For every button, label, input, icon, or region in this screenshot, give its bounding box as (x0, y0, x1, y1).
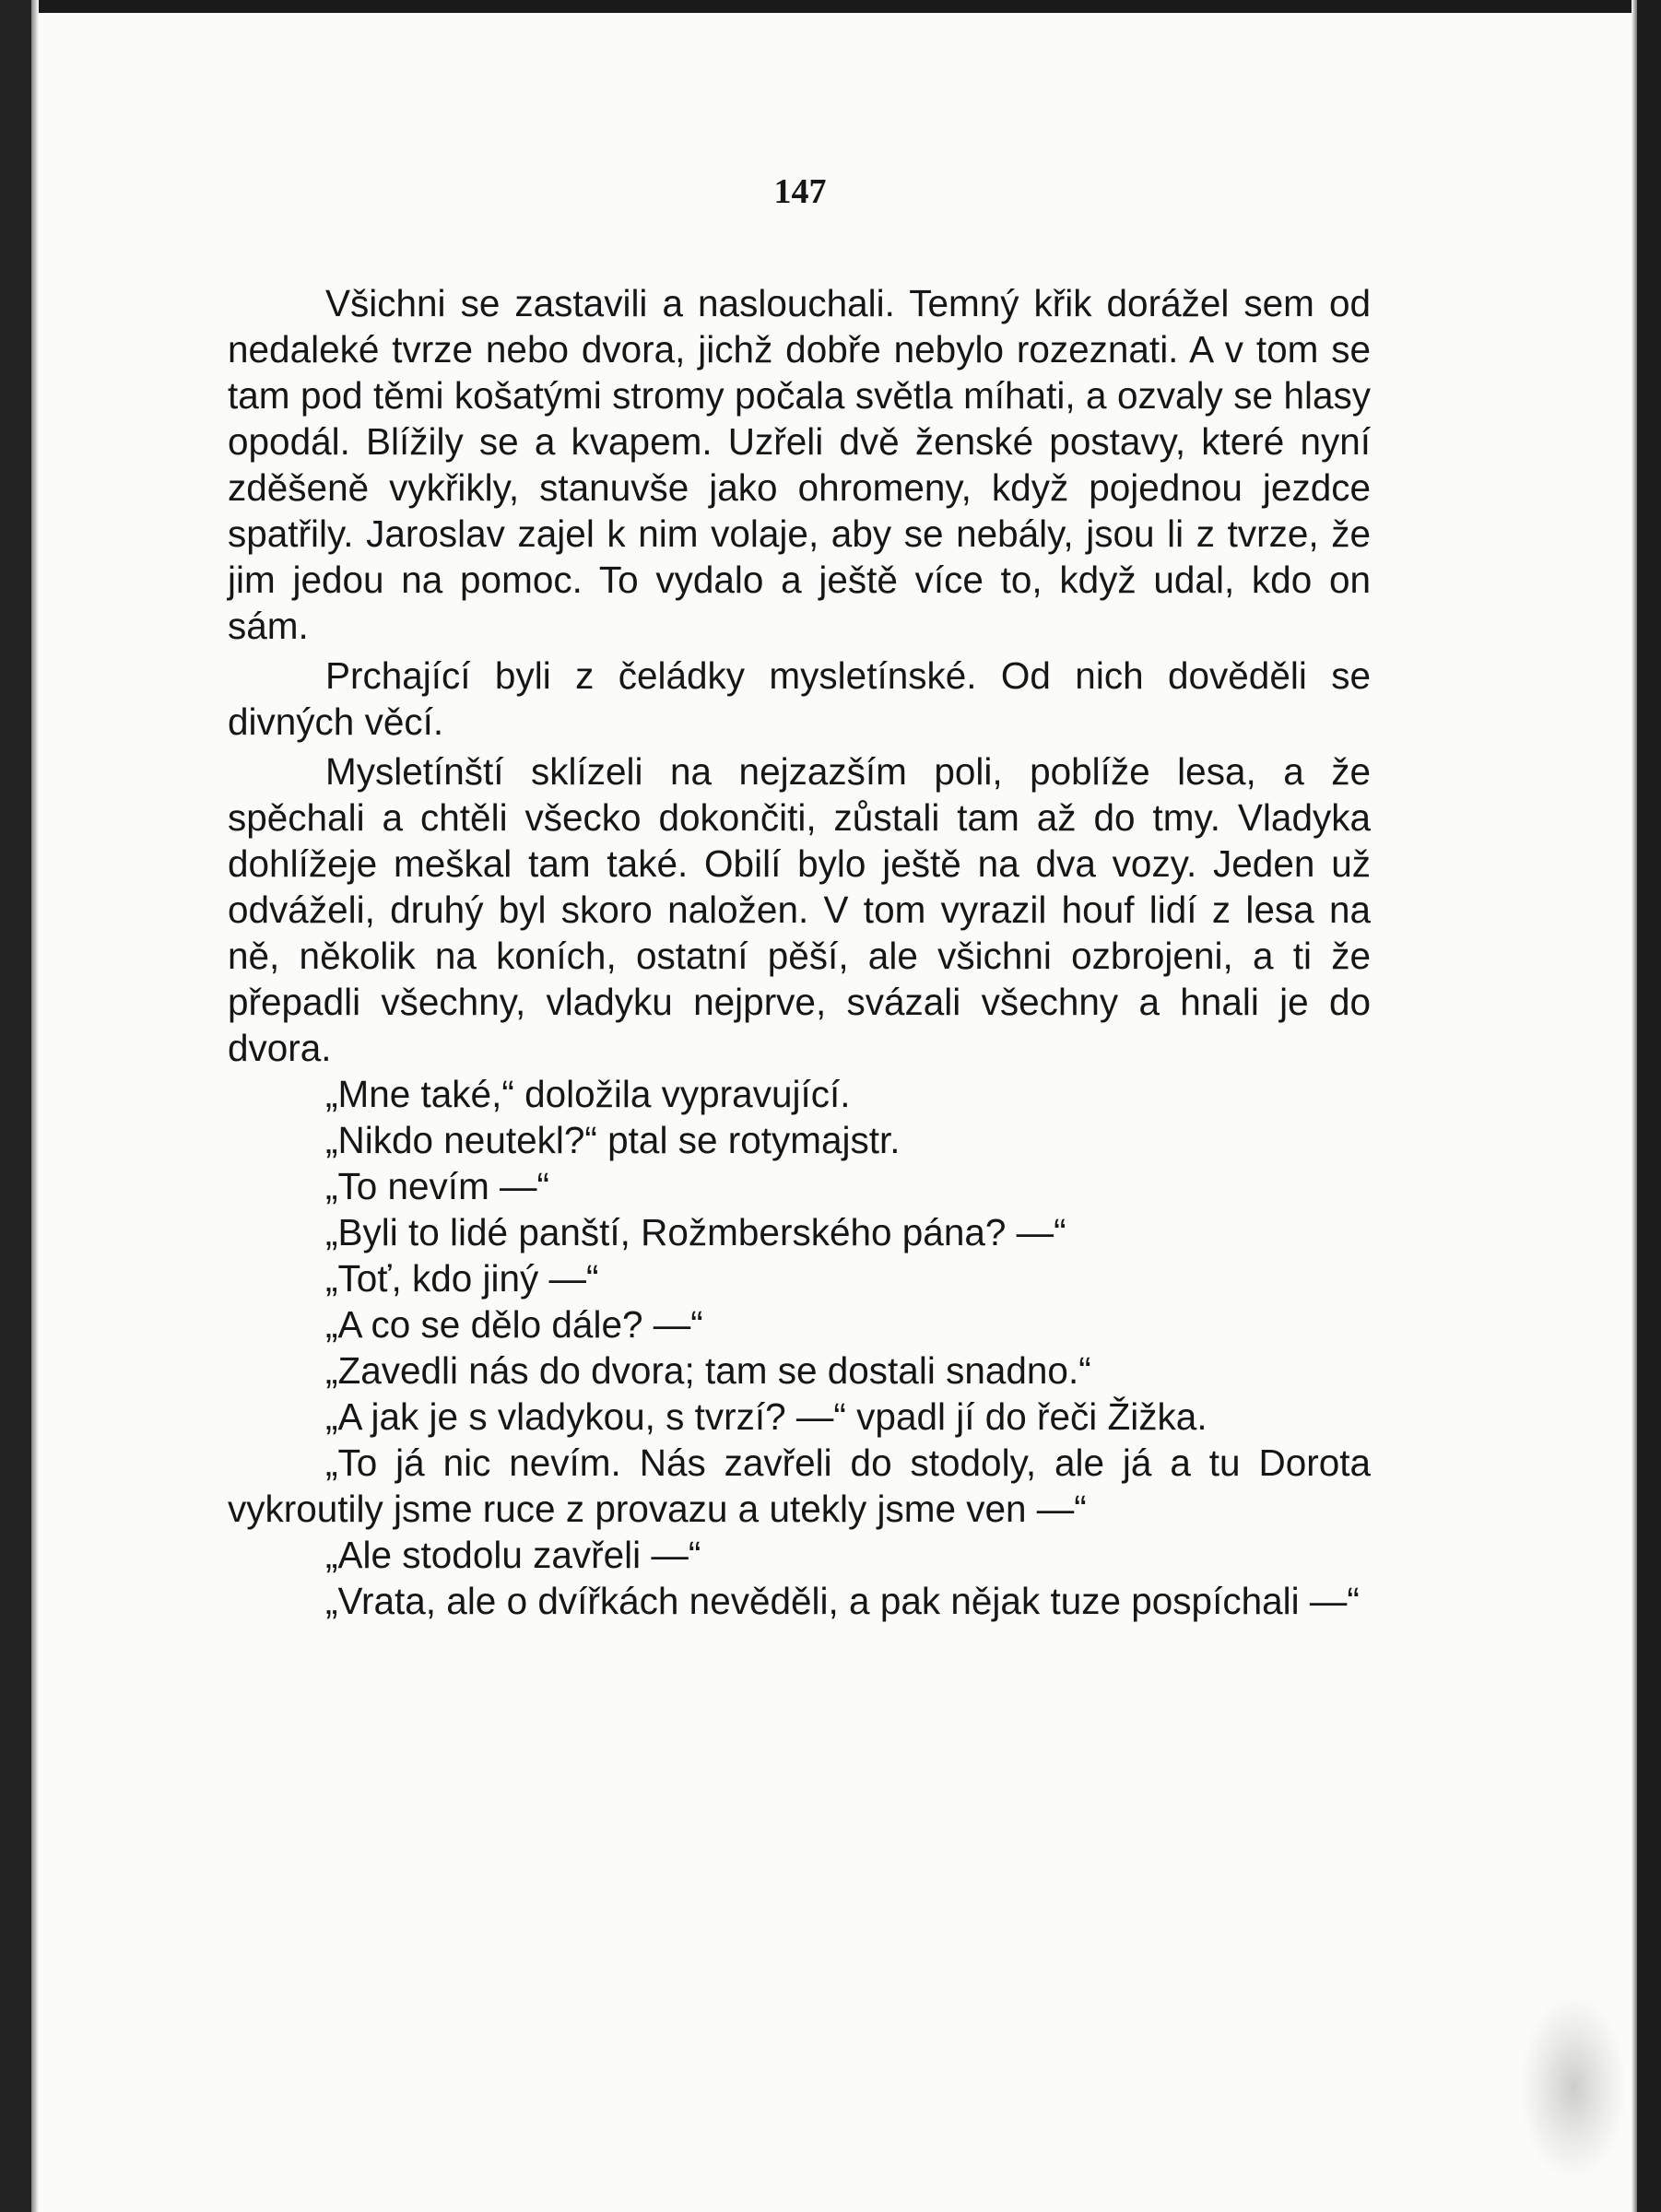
paragraph: „A co se dělo dále? —“ (325, 1303, 703, 1346)
scan-left-edge (0, 0, 31, 2212)
paragraph: „To já nic nevím. Nás zavřeli do stodoly, ale já a tu Dorota vykroutily jsme ruce z provazu a utekly jsme ven —“ (228, 1441, 1371, 1530)
paragraph: „Byli to lidé panští, Rožmberského pána? —“ (325, 1211, 1066, 1253)
paragraph: „Nikdo neutekl?“ ptal se rotymajstr. (325, 1119, 901, 1161)
paragraph: „A jak je s vladykou, s tvrzí? —“ vpadl jí do řeči Žižka. (325, 1395, 1207, 1438)
paragraph: „Mne také,“ doložila vypravující. (325, 1073, 851, 1115)
scan-smudge (1523, 2000, 1624, 2175)
page-text (228, 280, 1371, 1624)
scan-top-edge (0, 0, 1661, 13)
paragraph: Všichni se zastavili a naslouchali. Temný křik dorážel sem od nedaleké tvrze nebo dvora, jichž dobře nebylo rozeznati. A v tom se tam pod těmi košatými stromy počala světla míhati, a ozvaly se hlasy opodál. Blížily se a kvapem. Uzřeli dvě ženské postavy, které nyní zděšeně vykřikly, stanuvše jako ohromeny, když pojednou jezdce spatřily. Jaroslav zajel k nim volaje, aby se nebály, jsou li z tvrze, že jim jedou na pomoc. To vydalo a ještě více to, když udal, kdo on sám. (228, 282, 1371, 647)
page-number: 147 (773, 172, 827, 211)
paragraph: „Toť, kdo jiný —“ (325, 1257, 599, 1300)
paragraph: „Vrata, ale o dvířkách nevěděli, a pak nějak tuze pospíchali —“ (325, 1580, 1360, 1622)
paragraph: „To nevím —“ (325, 1165, 550, 1207)
paragraph: „Zavedli nás do dvora; tam se dostali snadno.“ (325, 1349, 1091, 1392)
scan-right-edge (1637, 0, 1661, 2212)
paragraph: Prchající byli z čeládky mysletínské. Od nich dověděli se divných věcí. (228, 654, 1371, 743)
paragraph: Mysletínští sklízeli na nejzazším poli, poblíže lesa, a že spěchali a chtěli všecko dokončiti, zůstali tam až do tmy. Vladyka dohlížeje meškal tam také. Obilí bylo ještě na dva vozy. Jeden už odváželi, druhý byl skoro naložen. V tom vyrazil houf lidí z lesa na ně, několik na koních, ostatní pěší, ale všichni ozbrojeni, a ti že přepadli všechny, vladyku nejprve, svázali všechny a hnali je do dvora. (228, 750, 1371, 1069)
paragraph: „Ale stodolu zavřeli —“ (325, 1534, 701, 1576)
